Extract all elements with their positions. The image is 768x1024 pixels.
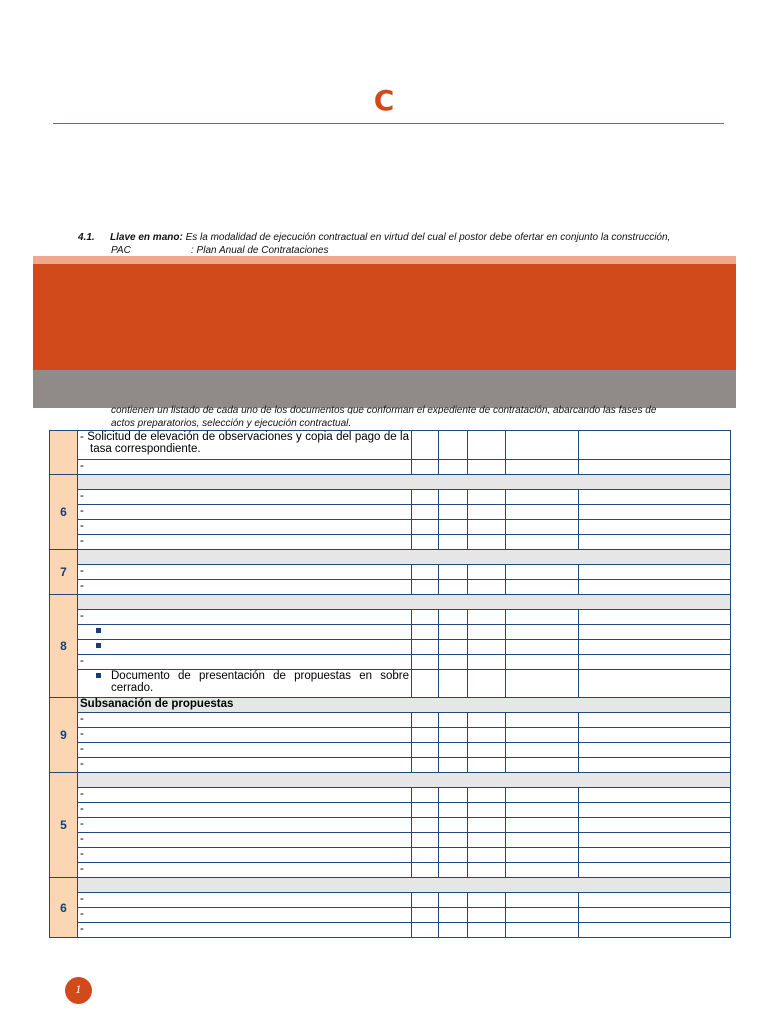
- row-number-cell: 8: [50, 595, 78, 698]
- documents-table: [49, 430, 731, 938]
- row-number-cell: 6: [50, 878, 78, 938]
- table-row-item: -: [78, 803, 412, 818]
- table-row-item: -: [78, 728, 412, 743]
- header-divider: [53, 123, 724, 124]
- table-row-item: -: [78, 655, 412, 670]
- table-row-item: -: [78, 818, 412, 833]
- group-header-row: [78, 595, 731, 610]
- row-number-cell: 7: [50, 550, 78, 595]
- group-header-row: [78, 773, 731, 788]
- definition-line: [78, 232, 724, 243]
- table-row-item: -: [78, 520, 412, 535]
- abbreviation-text: : Plan Anual de Contrataciones: [191, 245, 329, 256]
- table-row-item: -: [78, 923, 412, 938]
- table-row-item: -: [78, 788, 412, 803]
- row-number-cell: 5: [50, 773, 78, 878]
- banner-top-stripe: [33, 256, 736, 264]
- definition-text: Es la modalidad de ejecución contractual en virtud del cual el postor debe ofertar en conjunto la construcción,: [185, 232, 671, 243]
- row-number-cell: 9: [50, 698, 78, 773]
- table-row-item: -: [78, 848, 412, 863]
- table-row-item: -: [78, 743, 412, 758]
- table-row-item: -: [78, 505, 412, 520]
- group-header-row: [78, 550, 731, 565]
- table-row-item: -: [78, 863, 412, 878]
- group-header-row: [78, 475, 731, 490]
- bullet-icon: [96, 673, 101, 678]
- table-row-item: -: [78, 893, 412, 908]
- table-row-item: -: [78, 908, 412, 923]
- table-row-item: -: [78, 758, 412, 773]
- abbreviation: PAC: [111, 245, 131, 256]
- bullet-icon: [96, 643, 101, 648]
- table-row-bullet: [78, 625, 412, 640]
- table-row-item: -: [78, 833, 412, 848]
- gray-banner: [33, 370, 736, 408]
- table-row-bullet: Documento de presentación de propuestas en sobre cerrado.: [78, 670, 412, 698]
- table-row-item: -: [78, 580, 412, 595]
- table-row-item: - Solicitud de elevación de observaciones y copia del pago de la tasa correspondiente.: [78, 431, 412, 460]
- table-row-item: -: [78, 610, 412, 625]
- phase-text: actos preparatorios, selección y ejecución contractual.: [111, 418, 352, 429]
- table-row-bullet: [78, 640, 412, 655]
- page-number-badge: 1: [65, 977, 92, 1004]
- abbreviation-line: [111, 245, 757, 256]
- partially-hidden-text: contienen un listado de cada uno de los documentos que conforman el expediente de contratación, abarcando las fases de: [111, 405, 657, 414]
- table-row-item: -: [78, 490, 412, 505]
- table-row-item: -: [78, 535, 412, 550]
- orange-banner: [33, 264, 736, 370]
- definition-term: Llave en mano:: [110, 232, 183, 243]
- row-number-cell: [50, 431, 78, 475]
- bullet-icon: [96, 628, 101, 633]
- table-row-item: -: [78, 713, 412, 728]
- section-letter: C: [373, 84, 395, 117]
- group-header-subsanacion: Subsanación de propuestas: [78, 698, 731, 713]
- row-number-cell: 6: [50, 475, 78, 550]
- table-row-item: -: [78, 565, 412, 580]
- definition-number: 4.1.: [78, 232, 95, 243]
- group-header-row: [78, 878, 731, 893]
- table-row-item: -: [78, 460, 412, 475]
